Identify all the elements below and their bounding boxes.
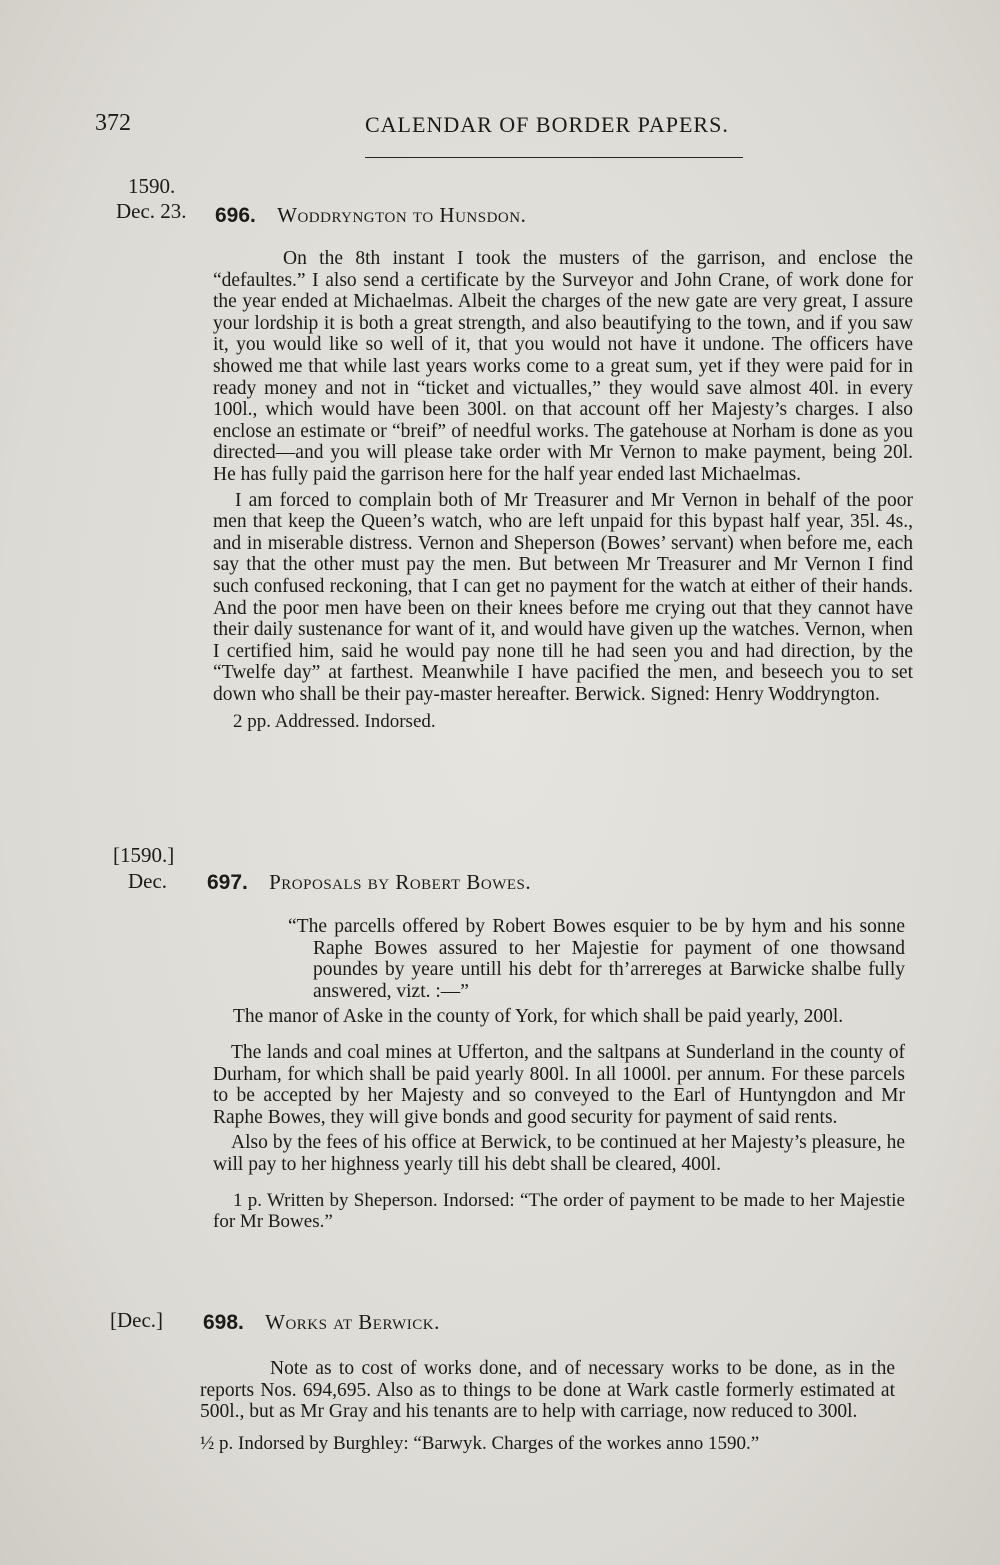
paragraph: Also by the fees of his office at Berwick, to be continued at her Majesty’s pleasure, he will pay to her highness yearly till his debt shall be cleared, 400l. bbox=[213, 1132, 905, 1175]
page-header bbox=[95, 110, 785, 150]
entry-heading bbox=[203, 1310, 440, 1335]
paragraph: Note as to cost of works done, and of necessary works to be done, as in the reports Nos. 694,695. Also as to things to be done at Wark castle formerly estimated at 500l., but as Mr Gray and his tenants are to help with carriage, now reduced to 300l. bbox=[200, 1358, 895, 1423]
entry-title: Proposals by Robert Bowes. bbox=[269, 870, 532, 894]
entry-heading bbox=[207, 870, 531, 895]
entry-footnote: 1 p. Written by Sheperson. Indorsed: “The order of payment to be made to her Majestie for Mr Bowes.” bbox=[213, 1189, 905, 1232]
entry-footnote: ½ p. Indorsed by Burghley: “Barwyk. Charges of the workes anno 1590.” bbox=[200, 1432, 760, 1454]
entry-date-year: [1590.] bbox=[113, 843, 175, 867]
paragraph: On the 8th instant I took the musters of the garrison, and enclose the “defaultes.” I also send a certificate by the Surveyor and John Crane, of work done for the year ended at Michaelmas. Albeit the charges of the new gate are very great, I assure your lordship it is both a great strength, and also beautifying to the town, and if you saw it, you would like so well of it, that you would not have it undone. The officers have showed me that while last years works come to a great sum, yet if they were paid for in ready money and not in “ticket and victualles,” they would save almost 40l. in every 100l., which would have been 300l. on that account off her Majesty’s charges. I also enclose an estimate or “breif” of needful works. The gatehouse at Norham is done as you directed—and you will please take order with Mr Vernon to make payment, being 20l. He has fully paid the garrison here for the half year ended last Michaelmas. bbox=[213, 248, 913, 485]
paragraph: The lands and coal mines at Ufferton, and the saltpans at Sunderland in the county of Durham, for which shall be paid yearly 800l. In all 1000l. per annum. For these parcels to be accepted by her Majesty and so conveyed to the Earl of Huntyngdon and Mr Raphe Bowes, they will give bonds and good security for payment of said rents. bbox=[213, 1041, 905, 1128]
entry-date-year: [Dec.] bbox=[110, 1308, 164, 1332]
entry-footnote: 2 pp. Addressed. Indorsed. bbox=[233, 711, 436, 733]
entry-title: Woddryngton to Hunsdon. bbox=[277, 203, 527, 227]
header-rule bbox=[365, 157, 743, 158]
paragraph: “The parcells offered by Robert Bowes esquier to be by hym and his sonne Raphe Bowes assured to her Majestie for payment of one thowsand poundes by yeare untill his debt for th’arrereges at Barwicke shalbe fully answered, vizt. :—” bbox=[288, 916, 905, 1002]
entry-date-day: Dec. 23. bbox=[116, 199, 187, 223]
entry-body bbox=[213, 916, 905, 1232]
entry-heading bbox=[215, 203, 526, 228]
page-number: 372 bbox=[95, 110, 131, 136]
entry-number: 698. bbox=[203, 1311, 244, 1334]
entry-title: Works at Berwick. bbox=[265, 1310, 440, 1334]
running-title: CALENDAR OF BORDER PAPERS. bbox=[365, 112, 729, 137]
entry-number: 696. bbox=[215, 204, 256, 227]
entry-body bbox=[200, 1358, 895, 1454]
entry-body bbox=[213, 248, 913, 733]
paragraph: I am forced to complain both of Mr Treasurer and Mr Vernon in behalf of the poor men that keep the Queen’s watch, who are left unpaid for this bypast half year, 35l. 4s., and in miserable distress. Vernon and Sheperson (Bowes’ servant) when before me, each say that the other must pay the men. But between Mr Treasurer and Mr Vernon I find such confused reckoning, that I can get no payment for the watch at either of their hands. And the poor men have been on their knees before me crying out that they cannot have their daily sustenance for want of it, and would have given up the watches. Vernon, when I certified him, said he would pay none till he had seen you and had direction, by the “Twelfe day” at farthest. Meanwhile I have pacified the men, and beseech you to set down who shall be their pay-master hereafter. Berwick. Signed: Henry Woddryngton. bbox=[213, 489, 913, 705]
entry-number: 697. bbox=[207, 871, 248, 894]
entry-date-day: Dec. bbox=[128, 869, 168, 893]
paragraph: The manor of Aske in the county of York, for which shall be paid yearly, 200l. bbox=[233, 1006, 844, 1028]
entry-date-year: 1590. bbox=[128, 174, 176, 198]
